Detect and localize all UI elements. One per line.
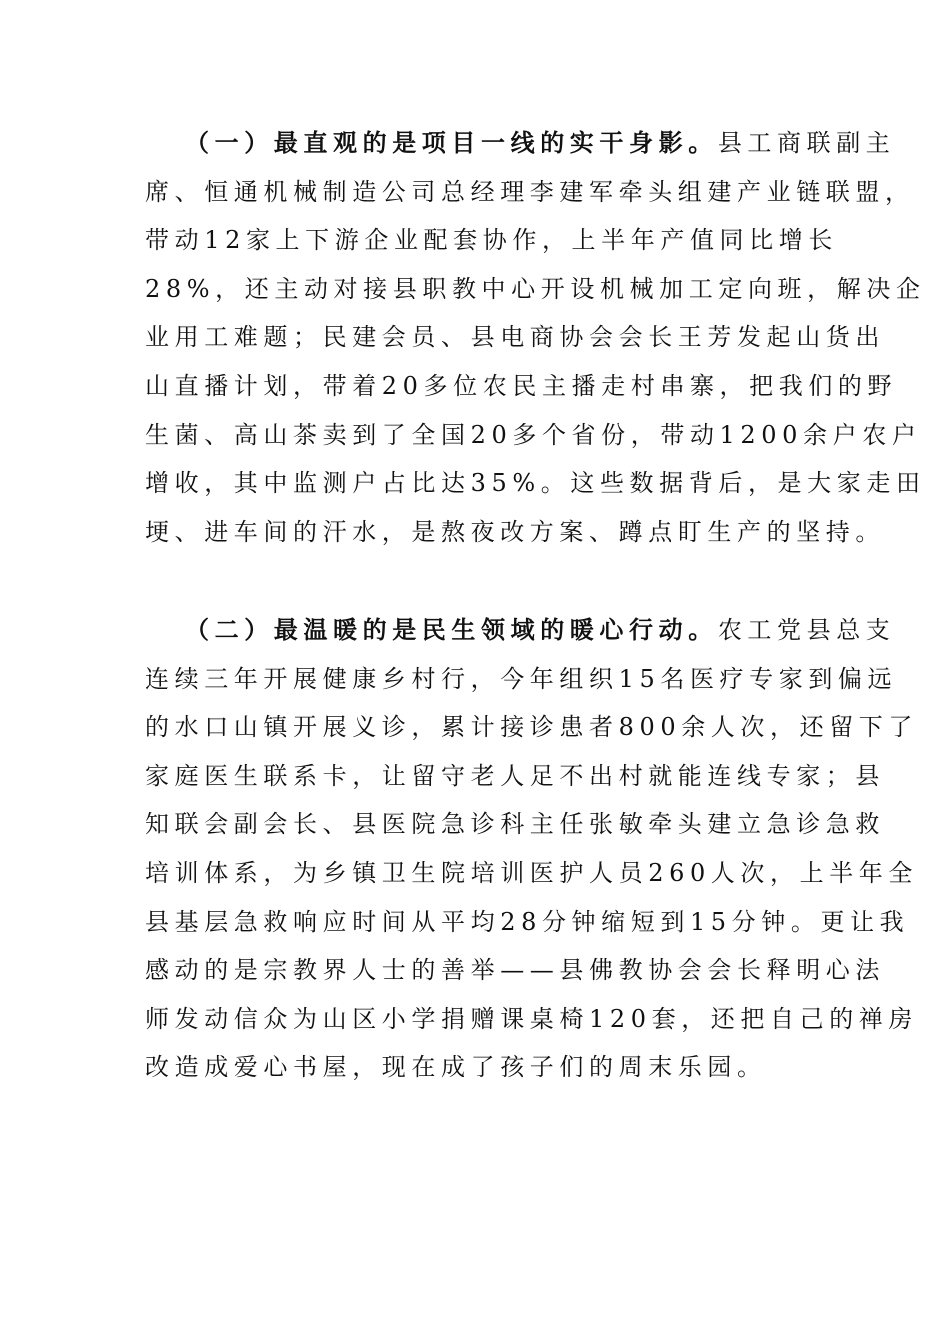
paragraph-line: 山直播计划，带着20多位农民主播走村串寨，把我们的野: [145, 371, 898, 400]
paragraph-line: 28%，还主动对接县职教中心开设机械加工定向班，解决企: [145, 274, 926, 303]
paragraph-line: 师发动信众为山区小学捐赠课桌椅120套，还把自己的禅房: [145, 1004, 919, 1033]
paragraph-line: [145, 606, 896, 655]
section-heading: （二）最温暖的是民生领域的暖心行动。: [185, 615, 718, 644]
paragraph-line: 增收，其中监测户占比达35%。这些数据背后，是大家走田: [145, 469, 926, 498]
paragraph-line: 培训体系，为乡镇卫生院培训医护人员260人次，上半年全: [145, 858, 919, 887]
paragraph-section-1: [145, 119, 926, 556]
paragraph-line: 埂、进车间的汗水，是熬夜改方案、蹲点盯生产的坚持。: [145, 517, 885, 546]
paragraph-line: 席、恒通机械制造公司总经理李建军牵头组建产业链联盟，: [145, 177, 915, 206]
section-heading: （一）最直观的是项目一线的实干身影。: [185, 128, 718, 157]
paragraph-line: 知联会副会长、县医院急诊科主任张敏牵头建立急诊急救: [145, 810, 885, 839]
line-text: 县工商联副主: [717, 129, 896, 157]
paragraph-line: 生菌、高山茶卖到了全国20多个省份，带动1200余户农户: [145, 420, 922, 449]
paragraph-line: 业用工难题；民建会员、县电商协会会长王芳发起山货出: [145, 323, 885, 352]
paragraph-line: 的水口山镇开展义诊，累计接诊患者800余人次，还留下了: [145, 713, 919, 742]
paragraph-line: 改造成爱心书屋，现在成了孩子们的周末乐园。: [145, 1053, 767, 1082]
paragraph-line: 带动12家上下游企业配套协作，上半年产值同比增长: [145, 226, 838, 255]
paragraph-section-2: [145, 606, 919, 1092]
paragraph-line: 家庭医生联系卡，让留守老人足不出村就能连线专家；县: [145, 761, 885, 790]
paragraph-line: 连续三年开展健康乡村行，今年组织15名医疗专家到偏远: [145, 664, 898, 693]
paragraph-line: [145, 119, 896, 168]
paragraph-line: 感动的是宗教界人士的善举——县佛教协会会长释明心法: [145, 956, 885, 985]
paragraph-line: 县基层急救响应时间从平均28分钟缩短到15分钟。更让我: [145, 907, 910, 936]
line-text: 农工党县总支: [717, 616, 896, 644]
